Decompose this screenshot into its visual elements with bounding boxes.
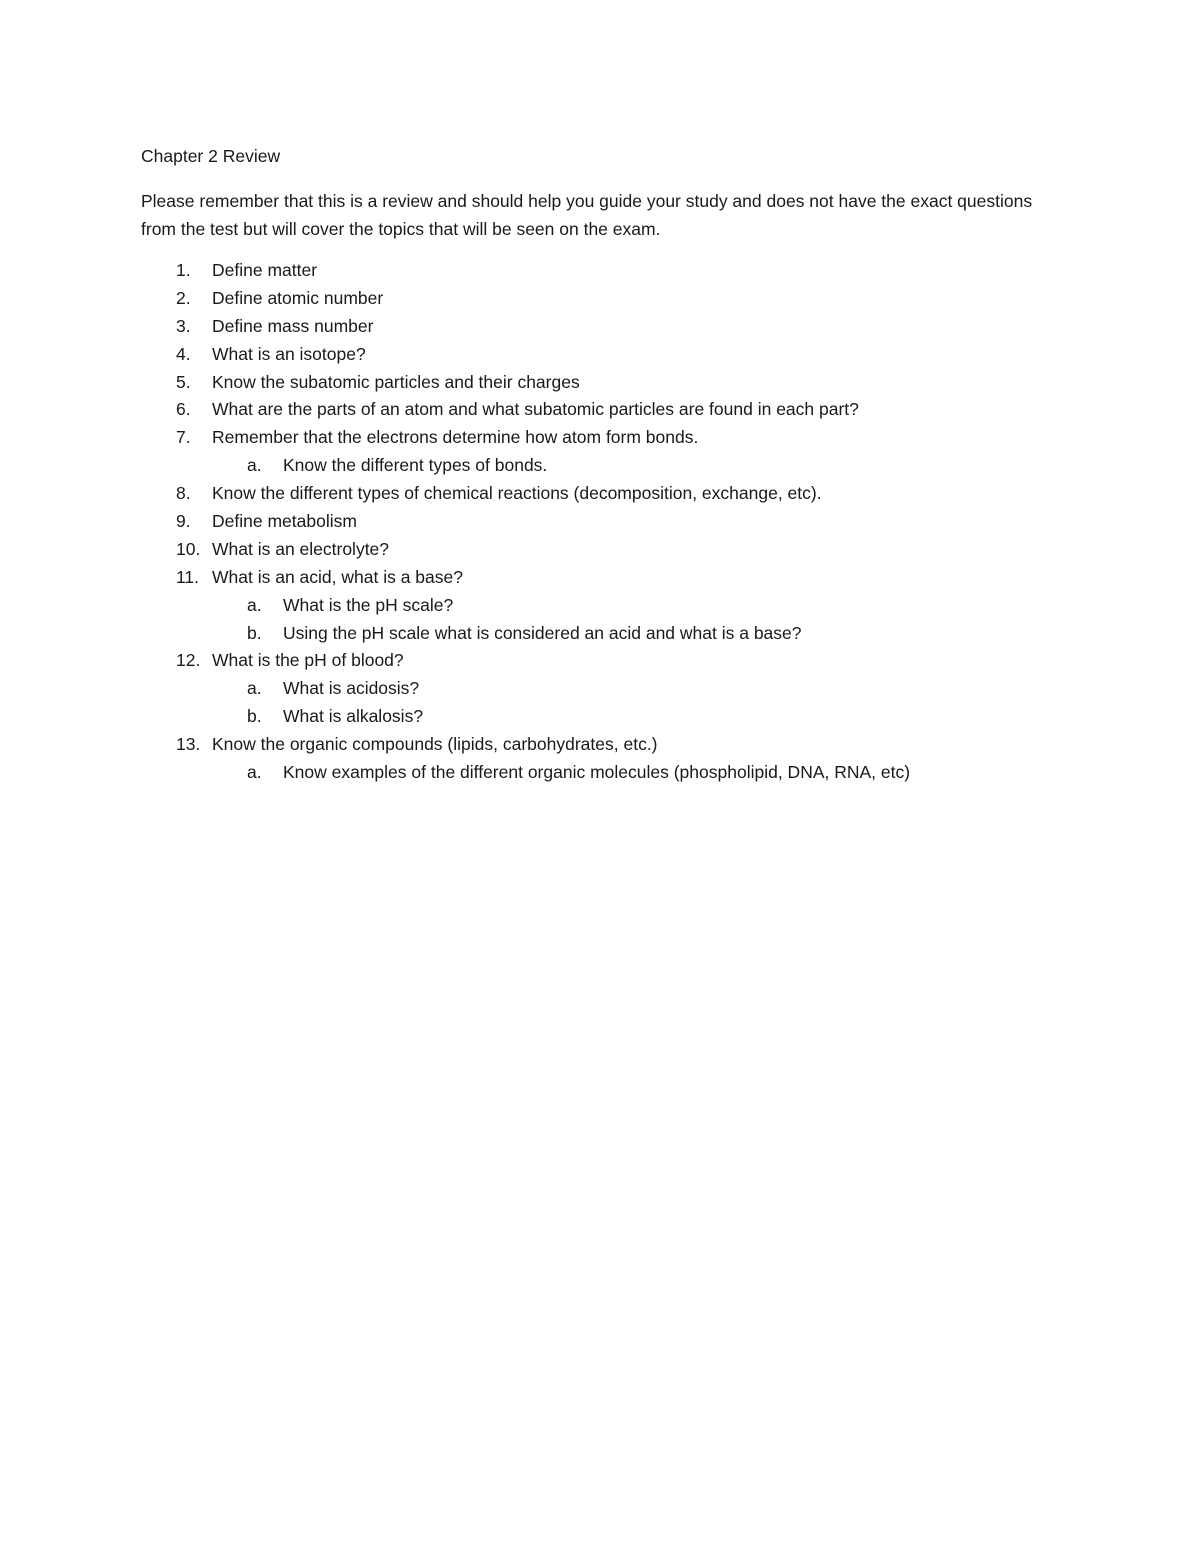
list-item-text: Know examples of the different organic molecules (phospholipid, DNA, RNA, etc)	[283, 762, 911, 783]
list-item	[141, 396, 1081, 424]
list-item	[141, 564, 1081, 592]
list-item-text: Using the pH scale what is considered an acid and what is a base?	[283, 622, 802, 643]
list-item-text: Know the different types of bonds.	[283, 455, 548, 476]
list-item-marker: 4.	[176, 343, 191, 364]
list-item-marker: b.	[247, 706, 262, 727]
sub-list-item	[141, 703, 1081, 731]
list-item	[141, 369, 1081, 397]
sub-list-item	[141, 759, 1081, 787]
list-item	[141, 257, 1081, 285]
list-item-marker: a.	[247, 762, 262, 783]
list-item-marker: a.	[247, 678, 262, 699]
list-item-marker: 6.	[176, 399, 191, 420]
document-content	[141, 143, 1081, 787]
list-item-text: What is an isotope?	[212, 343, 366, 364]
list-item-marker: 12.	[176, 650, 201, 671]
list-item-text: What is an acid, what is a base?	[212, 566, 463, 587]
list-item-text: Define atomic number	[212, 287, 384, 308]
list-item-marker: a.	[247, 455, 262, 476]
list-item	[141, 341, 1081, 369]
sub-list-item	[141, 592, 1081, 620]
list-item-marker: 5.	[176, 371, 191, 392]
list-item-marker: 9.	[176, 511, 191, 532]
list-item	[141, 480, 1081, 508]
sub-list-item	[141, 620, 1081, 648]
list-item-marker: 13.	[176, 734, 201, 755]
list-item-text: Define matter	[212, 260, 318, 280]
review-question-list	[141, 257, 1081, 787]
list-item	[141, 313, 1081, 341]
list-item-text: Define mass number	[212, 315, 374, 336]
intro-paragraph: Please remember that this is a review and should help you guide your study and does not have the exact questions from the test but will cover the topics that will be seen on the exam.	[141, 191, 1033, 239]
list-item-text: What is alkalosis?	[283, 706, 424, 727]
list-item-marker: a.	[247, 594, 262, 615]
sub-list-item	[141, 675, 1081, 703]
list-item-text: Define metabolism	[212, 511, 357, 532]
list-item	[141, 424, 1081, 452]
list-item-text: What is acidosis?	[283, 678, 420, 699]
list-item-text: Know the subatomic particles and their charges	[212, 371, 580, 392]
list-item	[141, 536, 1081, 564]
list-item-text: Remember that the electrons determine how atom form bonds.	[212, 427, 699, 448]
list-item-marker: 3.	[176, 315, 191, 336]
list-item	[141, 647, 1081, 675]
list-item-text: What is the pH of blood?	[212, 650, 404, 671]
list-item-marker: 11.	[176, 566, 200, 587]
list-item-text: What is the pH scale?	[283, 594, 454, 615]
list-item	[141, 508, 1081, 536]
sub-list-item	[141, 452, 1081, 480]
list-item-text: Know the different types of chemical reactions (decomposition, exchange, etc).	[212, 483, 822, 504]
list-item-text: What are the parts of an atom and what subatomic particles are found in each part?	[212, 399, 859, 420]
list-item-marker: 1.	[176, 260, 191, 280]
list-item-marker: b.	[247, 622, 262, 643]
document-title: Chapter 2 Review	[141, 146, 281, 166]
list-item-marker: 10.	[176, 538, 201, 559]
list-item-text: What is an electrolyte?	[212, 538, 390, 559]
list-item	[141, 285, 1081, 313]
list-item-marker: 8.	[176, 483, 191, 504]
list-item-text: Know the organic compounds (lipids, carbohydrates, etc.)	[212, 734, 658, 755]
list-item	[141, 731, 1081, 759]
list-item-marker: 7.	[176, 427, 191, 448]
list-item-marker: 2.	[176, 287, 191, 308]
